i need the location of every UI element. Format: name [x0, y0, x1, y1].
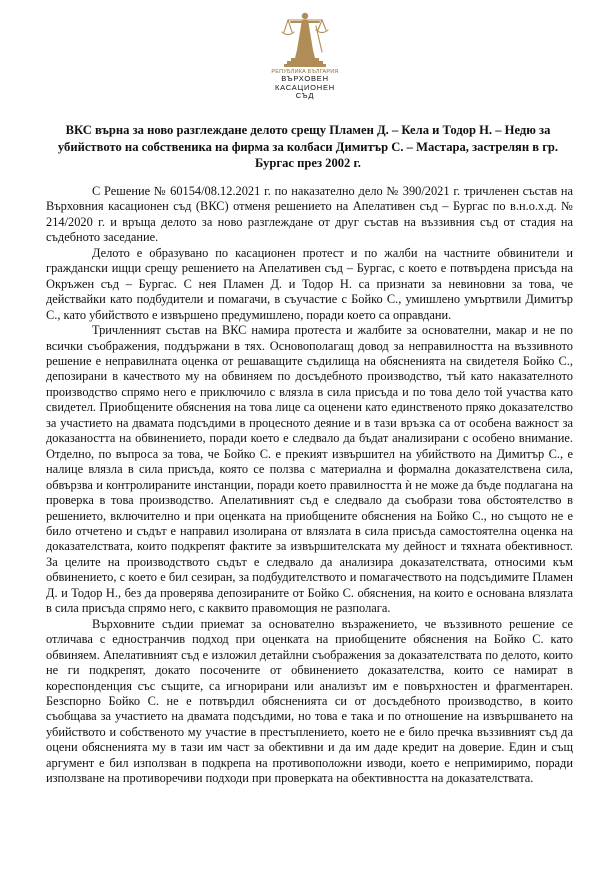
justice-statue-icon	[276, 6, 334, 68]
logo-court-line-3: СЪД	[295, 91, 315, 100]
paragraph: Делото е образувано по касационен протест и по жалби на частните обвинители и граждански ищци срещу решението на Апелативен съд – Бургас, с което е потвърдена присъда на Окръжен съд – Бургас. С нея Пламен Д. и Тодор Н. са признати за невиновни за това, че действайки като подбудители и помагачи, в съучастие с Бойко С., умишлено умъртвили Димитър С., като убийството е извършено предумишлено, поради което са оправдани.	[46, 245, 573, 322]
court-logo	[265, 6, 345, 101]
logo-country: РЕПУБЛИКА БЪЛГАРИЯ	[271, 69, 339, 75]
logo-court-line-2: КАСАЦИОНЕН	[274, 82, 336, 92]
paragraph: Върховните съдии приемат за основателно възражението, че въззивното решение се отличава с едностранчив подход при оценката на приобщените обяснения на Бойко С. като обвиняем. Апелативният съд е изложил детайлни съображения за доказателствата по делото, които не ги подкрепят, докато посочените от обвинението доказателства, които се намират в кореспонденция със същите, са игнорирани или анализът им е повърхностен и фрагментарен. Безспорно Бойко С. не е потвърдил обясненията си от досъдебното производство, в които съобщава за участието на двамата подсъдими, но това е така и по отношение на извършването на убийството и собственото му участие в престъплението, което не е било пречка въззивният съд да оцени обясненията му в тази им част за обективни и да им даде кредит на доверие. Един и същ аргумент е бил използван в подкрепа на противоположни изводи, което е непримиримо, поради използване на противоречиви подходи при проверката на обективността на доказателствата.	[46, 616, 573, 786]
paragraph: Тричленният състав на ВКС намира протеста и жалбите за основателни, макар и не по всички съображения, поддържани в тях. Основополагащ довод за неправилността на въззивното решение е неправилната оценка от решаващите съдилища на обясненията на свидетеля Бойко С., депозирани в качеството му на обвиняем по досъдебното производство, тъй като наказателното производство спрямо него е приключило с влязла в сила присъда и по това дело той участва като свидетел. Приобщените обяснения на това лице са оценени като единственото пряко доказателство за участието на двамата подсъдими в процесното деяние и в тази връзка са от особена важност за доказаността на обвинението, поради което е следвало да бъдат анализирани с особено внимание. Отделно, по въпроса за това, че Бойко С. е прекият извършител на убийството на Димитър С., е налице влязла в сила присъда, която се ползва с материална и формална доказателствена сила, обвързва и контролираните инстанции, поради което правилността ѝ не може да бъде подлагана на проверка в това производство. Апелативният съд е следвало да съобрази това обстоятелство в решението, включително и при оценката на приобщените обяснения на Бойко С., но същото не е било отчетено и съдът е направил изолирана от влязлата в сила присъда самостоятелна оценка на доказателствата, които подкрепят фактите за извършителската му дейност и тяхната обективност. За целите на производството съдът е следвало да анализира доказателствата, относими към обвинението, с което е бил сезиран, за подбудителството и помагачеството на подсъдимите Пламен Д. и Тодор Н., без да проверява депозираните от Бойко С. обяснения, на които е основана влязлата в сила присъда спрямо него, с каквито правомощия не разполага.	[46, 323, 573, 616]
logo-court-line-1: ВЪРХОВЕН	[281, 74, 329, 83]
article-title: ВКС върна за ново разглеждане делото срещу Пламен Д. – Кела и Тодор Н. – Недю за убийството на собственика на фирма за колбаси Димитър С. – Мастара, застрелян в гр. Бургас през 2002 г.	[57, 123, 559, 170]
article-body	[46, 184, 573, 787]
paragraph: С Решение № 60154/08.12.2021 г. по наказателно дело № 390/2021 г. тричленен състав на Върховния касационен съд (ВКС) отменя решението на Апелативен съд – Бургас по в.н.о.х.д. № 214/2020 г. и връща делото за ново разглеждане от друг състав на въззивния съд от стадия на съдебното заседание.	[46, 184, 573, 245]
